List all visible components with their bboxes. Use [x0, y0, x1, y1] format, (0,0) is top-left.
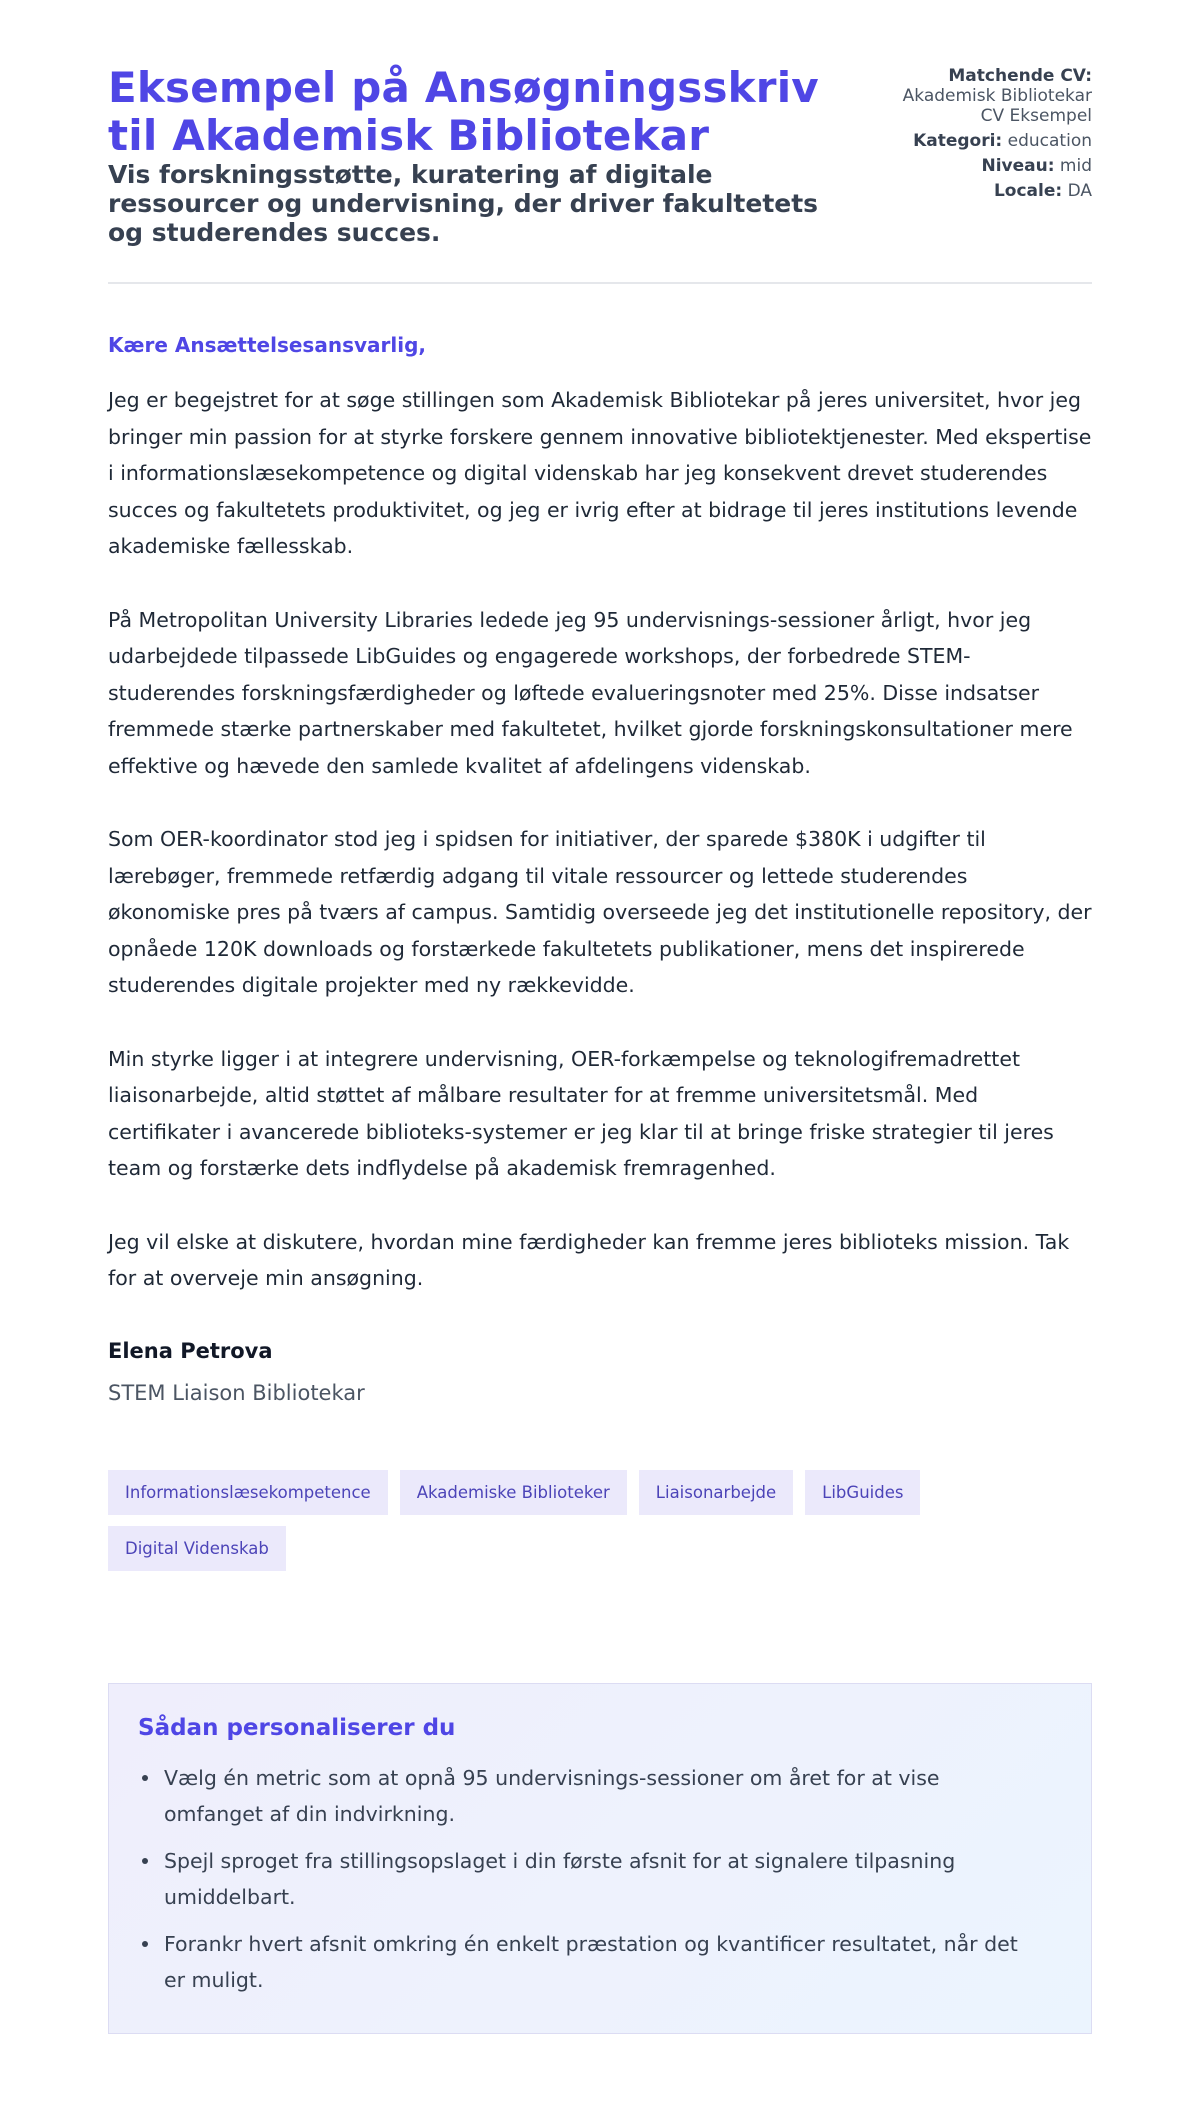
tag-academic-libraries[interactable]: Akademiske Biblioteker: [400, 1470, 627, 1515]
tip-item: [164, 1926, 1062, 1998]
letter-greeting: Kære Ansættelsesansvarlig,: [108, 333, 426, 357]
tip-text: Forankr hvert afsnit omkring én enkelt præstation og kvantificer resultatet, når det er muligt.: [164, 1932, 1018, 1992]
tag-digital-scholarship[interactable]: Digital Videnskab: [108, 1526, 286, 1571]
meta-cv-label: Matchende CV:: [948, 66, 1092, 86]
page-subtitle: Vis forskningsstøtte, kuratering af digitale ressourcer og undervisning, der driver fakultetets og studerendes succes.: [108, 160, 819, 247]
skill-tags: [108, 1470, 1008, 1571]
meta-locale: [892, 181, 1092, 201]
page-header: [108, 0, 1092, 284]
tag-information-literacy[interactable]: Informationslæsekompetence: [108, 1470, 388, 1515]
meta-panel: [892, 66, 1092, 206]
signature-name: Elena Petrova: [108, 1338, 273, 1363]
cover-letter-page: [108, 0, 1092, 1992]
meta-level: [892, 156, 1092, 176]
bullet-icon: [142, 1858, 148, 1864]
tip-item: [164, 1843, 1062, 1915]
meta-locale-label: Locale:: [993, 181, 1063, 201]
tip-text: Spejl sproget fra stillingsopslaget i din første afsnit for at signalere tilpasning umiddelbart.: [164, 1849, 956, 1909]
personalization-tips: [108, 1683, 1092, 2034]
tips-title: Sådan personaliserer du: [138, 1715, 456, 1741]
meta-level-label: Niveau:: [981, 156, 1055, 176]
tip-text: Vælg én metric som at opnå 95 undervisnings-sessioner om året for at vise omfanget af din indvirkning.: [164, 1766, 940, 1826]
meta-level-value: mid: [1059, 156, 1092, 176]
meta-locale-value: DA: [1067, 181, 1092, 201]
bullet-icon: [142, 1941, 148, 1947]
letter-paragraph: Min styrke ligger i at integrere undervisning, OER-forkæmpelse og teknologifremadrettet liaisonarbejde, altid støttet af målbare resultater for at fremme universitetsmål. Med certifikater i avancerede biblioteks-systemer er jeg klar til at bringe friske strategier til jeres team og forstærke dets indflydelse på akademisk fremragenhed.: [108, 1046, 1054, 1180]
page-title: Eksempel på Ansøgningsskriv til Akademisk Bibliotekar: [108, 63, 819, 160]
meta-cv-value: Akademisk Bibliotekar CV Eksempel: [902, 86, 1092, 126]
meta-matching-cv: [892, 66, 1092, 126]
meta-category: [892, 131, 1092, 151]
title-block: [108, 64, 848, 247]
signature-title: STEM Liaison Bibliotekar: [108, 1380, 365, 1405]
tag-liaison-work[interactable]: Liaisonarbejde: [639, 1470, 793, 1515]
letter-body: [108, 332, 1092, 1407]
bullet-icon: [142, 1775, 148, 1781]
signature-block: [108, 1337, 1092, 1407]
letter-paragraph: Jeg vil elske at diskutere, hvordan mine færdigheder kan fremme jeres biblioteks mission. Tak for at overveje min ansøgning.: [108, 1229, 1070, 1290]
meta-category-value: education: [1007, 131, 1092, 151]
tag-libguides[interactable]: LibGuides: [805, 1470, 920, 1515]
tips-list: [138, 1760, 1062, 1998]
letter-paragraph: På Metropolitan University Libraries ledede jeg 95 undervisnings-sessioner årligt, hvor jeg udarbejdede tilpassede LibGuides og engagerede workshops, der forbedrede STEM-studerendes forskningsfærdigheder og løftede evalueringsnoter med 25%. Disse indsatser fremmede stærke partnerskaber med fakultetet, hvilket gjorde forskningskonsultationer mere effektive og hævede den samlede kvalitet af afdelingens videnskab.: [108, 607, 1073, 778]
tip-item: [164, 1760, 1062, 1832]
letter-paragraphs: [108, 382, 1092, 1297]
meta-category-label: Kategori:: [913, 131, 1003, 151]
letter-paragraph: Jeg er begejstret for at søge stillingen som Akademisk Bibliotekar på jeres universitet, hvor jeg bringer min passion for at styrke forskere gennem innovative bibliotektjenester. Med ekspertise i informationslæsekompetence og digital videnskab har jeg konsekvent drevet studerendes succes og fakultetets produktivitet, og jeg er ivrig efter at bidrage til jeres institutions levende akademiske fællesskab.: [108, 388, 1092, 558]
letter-paragraph: Som OER-koordinator stod jeg i spidsen for initiativer, der sparede $380K i udgifter til lærebøger, fremmede retfærdig adgang til vitale ressourcer og lettede studerendes økonomiske pres på tværs af campus. Samtidig overseede jeg det institutionelle repository, der opnåede 120K downloads og forstærkede fakultetets publikationer, mens det inspirerede studerendes digitale projekter med ny rækkevidde.: [108, 827, 1092, 997]
